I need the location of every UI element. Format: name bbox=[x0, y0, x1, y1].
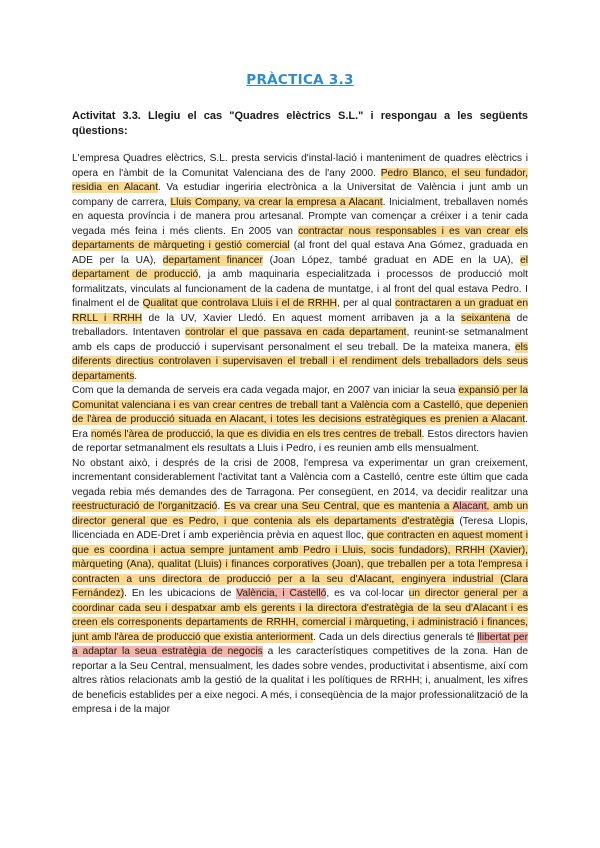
text-segment: . Inicialment, treballaven només en aquesta província i de manera prou artesanal. Prompte van començar a créixer i a tenir cada vegada més feina i més clients. En 2005 van bbox=[72, 196, 528, 237]
highlight-pink: Alacant bbox=[452, 501, 487, 512]
highlight-yellow: expansió per la Comunitat valenciana i es van crear centres de treball tant a València com a Castelló, que depenien de l'àrea de producció situada en Alacant, i totes les decisions estratègiques es prenien a Alacant bbox=[72, 385, 528, 425]
text-segment: , reunint-se setmanalment amb els caps de producció i supervisant personalment el seu treball. De la mateixa manera, bbox=[72, 327, 528, 353]
text-segment: de la UV, Xavier Lledó. En aquest moment arribaven ja a la bbox=[142, 312, 461, 324]
paragraph bbox=[72, 152, 528, 384]
activity-heading bbox=[72, 109, 528, 138]
text-segment: . Estos directors havien de reportar setmanalment els resultats a Lluis i Pedro, i es reunien amb ells mensualment. bbox=[72, 428, 528, 454]
text-segment: L'empresa Quadres elèctrics, S.L. presta servicis d'instal·lació i manteniment de quadres elèctrics i opera en l'àmbit de la Comunitat Valenciana des de l'any 2000. bbox=[72, 153, 528, 179]
highlight-yellow: , amb un director general que es Pedro, i que contenia als els departaments d'estratègia bbox=[72, 501, 528, 527]
highlight-yellow: Lluis Company, va crear la empresa a Alacant bbox=[170, 196, 383, 208]
highlight-yellow: que contracten en aquest moment i que es coordina i actua sempre juntament amb Pedro i Lluis, socis fundadors), RRHH (Xavier), màrqueting (Ana), qualitat (Lluis) i finances corporatives (Joan), que treballen per a tota l'empresa i contracten a uns directora de producció per a la seu d'Alacant, enginyera industrial (Clara Fernández) bbox=[72, 530, 529, 599]
text-segment: (Joan López, també graduat en ADE en la UA), bbox=[262, 254, 521, 266]
text-segment: , ja amb maquinaria especialitzada i processos de producció molt formalitzats, vinculats al funcionament de la cadena de muntatge, i al front del qual estava Pedro. I finalment el de bbox=[72, 269, 528, 309]
highlight-yellow: departament financer bbox=[162, 254, 263, 266]
activity-instruction: Llegiu el cas "Quadres elèctrics S.L." i respongau a les següents qüestions: bbox=[72, 110, 528, 137]
highlight-yellow: només l'àrea de producció, la que es dividia en els tres centres de treball bbox=[90, 428, 422, 440]
highlight-yellow: reestructuració de l'organització bbox=[72, 501, 218, 512]
highlight-yellow: contractar nous responsables i es van crear els departaments de màrqueting i gestió comercial bbox=[72, 225, 529, 251]
text-segment: No obstant això, i després de la crisi de 2008, l'empresa va experimentar un gran creixement, incrementant considerablement l'activitat tant a València com a Castelló, centre este últim que cada vegada rebia més demandes des de Tarragona. Per consegüent, en 2014, va decidir realitzar una bbox=[72, 457, 528, 498]
highlight-yellow: seixantena bbox=[460, 312, 511, 324]
highlight-yellow: controlar el que passava en cada departament bbox=[185, 327, 407, 338]
highlight-yellow: un director general per a coordinar cada seu i despatxar amb els gerents i la directora d'estratègia de la seu d'Alacant i es creen els corresponents departaments de RRHH, comercial i màrqueting, i administració i finances, junt amb l'àrea de producció que existia anteriorment bbox=[72, 588, 529, 643]
highlight-yellow: Pedro Blanco, el seu fundador, residia en Alacant bbox=[72, 167, 529, 193]
text-segment: . bbox=[217, 501, 224, 512]
text-segment: . Era bbox=[72, 414, 528, 440]
paragraph bbox=[72, 384, 528, 457]
highlight-yellow: els diferents directius controlaven i supervisaven el treball i el rendiment dels treballadors dels seus departaments bbox=[72, 341, 528, 382]
text-segment: , es va col·locar bbox=[326, 588, 409, 599]
paragraph bbox=[72, 457, 528, 718]
text-segment: (Teresa Llopis, llicenciada en ADE-Dret i amb experiència prèvia en aquest lloc, bbox=[72, 515, 528, 541]
highlight-yellow: Qualitat que controlava Lluis i el de RRHH bbox=[142, 298, 338, 309]
text-segment: . En les ubicacions de bbox=[124, 588, 237, 599]
text-segment: . Va estudiar ingeriria electrònica a la Universitat de València i junt amb un company de carrera, bbox=[72, 182, 529, 208]
document-body bbox=[72, 152, 528, 718]
text-segment: de treballadors. Intentaven bbox=[72, 312, 528, 338]
text-segment: . bbox=[134, 370, 138, 382]
activity-label: Activitat 3.3. bbox=[72, 110, 141, 122]
page-title: PRÀCTICA 3.3 bbox=[246, 72, 354, 88]
text-segment: . Cada un dels directius generals té bbox=[313, 631, 478, 643]
text-segment: a les característiques competitives de la zona. Han de reportar a la Seu Central, mensualment, les dades sobre vendes, productivitat i absentisme, així com altres ràtios relacionats amb la gestió de la qualitat i les polítiques de RRHH; i, anualment, les xifres de beneficis establides per a eixe negoci. A més, i conseqüència de la major professionalització de la empresa i de la major bbox=[72, 646, 528, 715]
highlight-yellow: contractaren a un graduat en RRLL i RRHH bbox=[72, 298, 528, 324]
text-segment: , per al qual bbox=[337, 298, 396, 309]
highlight-pink: llibertat per a adaptar la seua estratègia de negocis bbox=[72, 631, 528, 657]
highlight-yellow: el departament de producció bbox=[72, 254, 528, 280]
text-segment: Com que la demanda de serveis era cada vegada major, en 2007 van iniciar la seua bbox=[72, 385, 459, 396]
highlight-yellow: Es va crear una Seu Central, que es mantenia a bbox=[223, 501, 453, 512]
highlight-pink: València, i Castelló bbox=[236, 588, 327, 599]
text-segment: (al front del qual estava Ana Gómez, graduada en ADE per la UA), bbox=[72, 240, 528, 266]
